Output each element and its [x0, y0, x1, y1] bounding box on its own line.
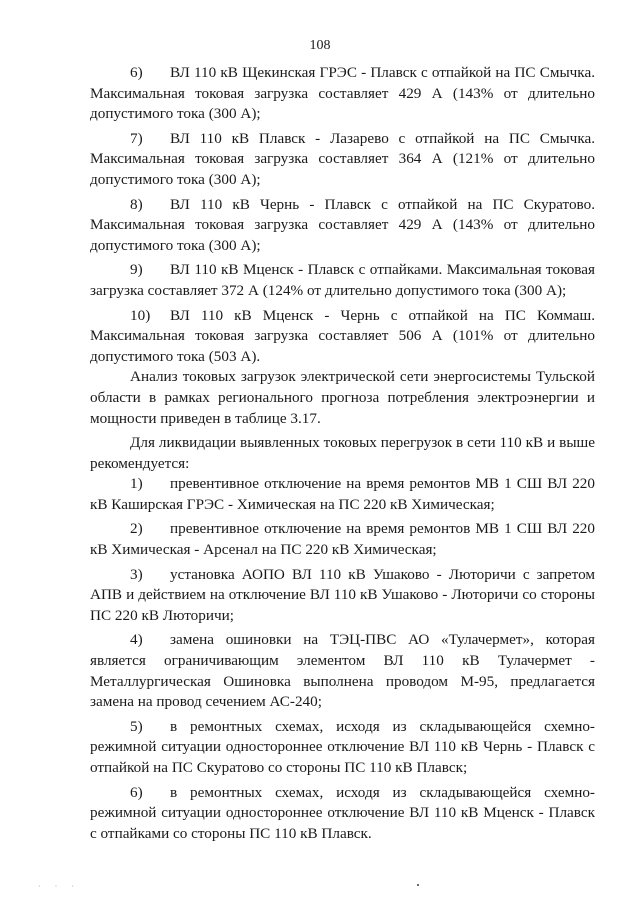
recommend-text: Для ликвидации выявленных токовых перегрузок в сети 110 кВ и выше рекомендуется: — [90, 434, 595, 472]
list-item-text: ВЛ 110 кВ Чернь - Плавск с отпайкой на ПС Скуратово. Максимальная токовая загрузка составляет 429 А (143% от длительно допустимого тока (300 А); — [90, 195, 595, 254]
list-item-text: в ремонтных схемах, исходя из складывающейся схемно-режимной ситуации одностороннее отключение ВЛ 110 кВ Мценск - Плавск с отпайками со стороны ПС 110 кВ Плавск. — [90, 783, 595, 842]
list-item-text: ВЛ 110 кВ Плавск - Лазарево с отпайкой на ПС Смычка. Максимальная токовая загрузка составляет 364 А (121% от длительно допустимого тока (300 А); — [90, 129, 595, 188]
list-item-number: 3) — [130, 565, 143, 583]
list-item-number: 9) — [130, 261, 143, 279]
list-item-text: ВЛ 110 кВ Мценск - Чернь с отпайкой на ПС Коммаш. Максимальная токовая загрузка составляет 506 А (101% от длительно допустимого тока (503 А). — [90, 306, 595, 365]
list-item-number: 10) — [130, 306, 151, 324]
list-item-text: в ремонтных схемах, исходя из складывающейся схемно-режимной ситуации одностороннее отключение ВЛ 110 кВ Чернь - Плавск с отпайкой на ПС Скуратово со стороны ПС 110 кВ Плавск; — [90, 717, 595, 776]
recommendation-item — [90, 474, 595, 515]
list-item-number: 8) — [130, 195, 143, 213]
list-item-text: замена ошиновки на ТЭЦ-ПВС АО «Тулачермет», которая является ограничивающим элементом ВЛ 110 кВ Тулачермет - Металлургическая Ошиновка выполнена проводом М-95, предлагается замена на провод сечением АС-240; — [90, 631, 595, 711]
recommendation-list — [90, 474, 595, 844]
overload-item — [90, 129, 595, 191]
recommendation-item — [90, 717, 595, 779]
list-item-text: ВЛ 110 кВ Мценск - Плавск с отпайками. Максимальная токовая загрузка составляет 372 А (124% от длительно допустимого тока (300 А); — [90, 261, 595, 299]
overload-item — [90, 306, 595, 368]
overload-item — [90, 63, 595, 125]
document-body — [90, 63, 595, 844]
recommendation-item — [90, 565, 595, 627]
list-item-number: 4) — [130, 631, 143, 649]
list-item-text: превентивное отключение на время ремонтов МВ 1 СШ ВЛ 220 кВ Каширская ГРЭС - Химическая на ПС 220 кВ Химическая; — [90, 475, 595, 513]
list-item-number: 2) — [130, 520, 143, 538]
analysis-paragraph — [90, 367, 595, 429]
list-item-number: 5) — [130, 717, 143, 735]
overload-list — [90, 63, 595, 367]
overload-item — [90, 195, 595, 257]
recommendation-item — [90, 630, 595, 712]
recommend-paragraph — [90, 433, 595, 474]
analysis-text: Анализ токовых загрузок электрической сети энергосистемы Тульской области в рамках регионального прогноза потребления электроэнергии и мощности приведен в таблице 3.17. — [90, 368, 595, 427]
scan-specks: · · · — [38, 882, 80, 891]
list-item-text: превентивное отключение на время ремонтов МВ 1 СШ ВЛ 220 кВ Химическая - Арсенал на ПС 220 кВ Химическая; — [90, 520, 595, 559]
list-item-number: 1) — [130, 475, 143, 493]
list-item-number: 6) — [130, 64, 143, 81]
list-item-number: 6) — [130, 783, 143, 801]
list-item-text: установка АОПО ВЛ 110 кВ Ушаково - Лютоpичи с запретом АПВ и действием на отключение ВЛ 110 кВ Ушаково - Лютоpичи со стороны ПС 220 кВ Лютоpичи; — [90, 565, 595, 624]
list-item-number: 7) — [130, 129, 143, 147]
scan-speck — [417, 884, 419, 886]
list-item-text: ВЛ 110 кВ Щекинская ГРЭС - Плавск с отпайкой на ПС Смычка. Максимальная токовая загрузка составляет 429 А (143% от длительно допустимого тока (300 А); — [90, 64, 595, 123]
overload-item — [90, 260, 595, 301]
page-number: 108 — [309, 38, 331, 53]
recommendation-item — [90, 519, 595, 560]
recommendation-item — [90, 783, 595, 845]
